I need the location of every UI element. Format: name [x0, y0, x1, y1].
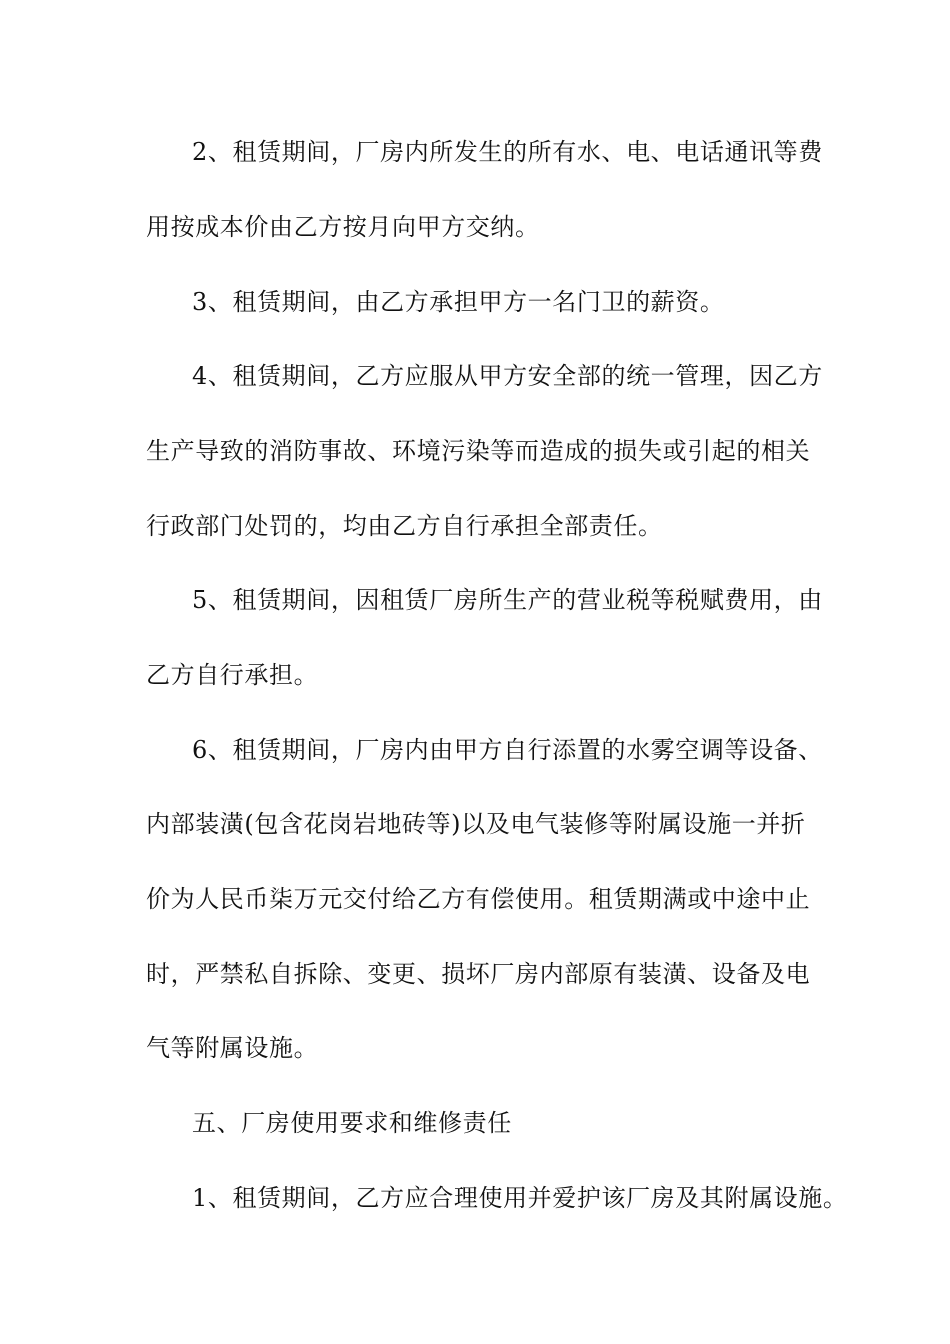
section-5-heading: 五、厂房使用要求和维修责任 [192, 1109, 512, 1137]
clause-5-line-2: 乙方自行承担。 [146, 661, 319, 689]
clause-6-line-3: 价为人民币柒万元交付给乙方有偿使用。租赁期满或中途中止 [146, 885, 811, 913]
clause-6-line-4: 时，严禁私自拆除、变更、损坏厂房内部原有装潢、设备及电 [146, 960, 811, 988]
clause-5-line-1: 5、租赁期间，因租赁厂房所生产的营业税等税赋费用，由 [192, 586, 823, 614]
section-5-clause-1-line-1: 1、租赁期间，乙方应合理使用并爱护该厂房及其附属设施。 [192, 1184, 848, 1212]
clause-4-line-1: 4、租赁期间，乙方应服从甲方安全部的统一管理，因乙方 [192, 362, 823, 390]
clause-3-line-1: 3、租赁期间，由乙方承担甲方一名门卫的薪资。 [192, 288, 725, 316]
clause-4-line-2: 生产导致的消防事故、环境污染等而造成的损失或引起的相关 [146, 437, 811, 465]
clause-4-line-3: 行政部门处罚的，均由乙方自行承担全部责任。 [146, 512, 663, 540]
clause-2-line-2: 用按成本价由乙方按月向甲方交纳。 [146, 213, 540, 241]
clause-6-line-2: 内部装潢(包含花岗岩地砖等)以及电气装修等附属设施一并折 [146, 810, 806, 838]
clause-2-line-1: 2、租赁期间，厂房内所发生的所有水、电、电话通讯等费 [192, 138, 823, 166]
clause-6-line-5: 气等附属设施。 [146, 1034, 319, 1062]
clause-6-line-1: 6、租赁期间，厂房内由甲方自行添置的水雾空调等设备、 [192, 736, 823, 764]
